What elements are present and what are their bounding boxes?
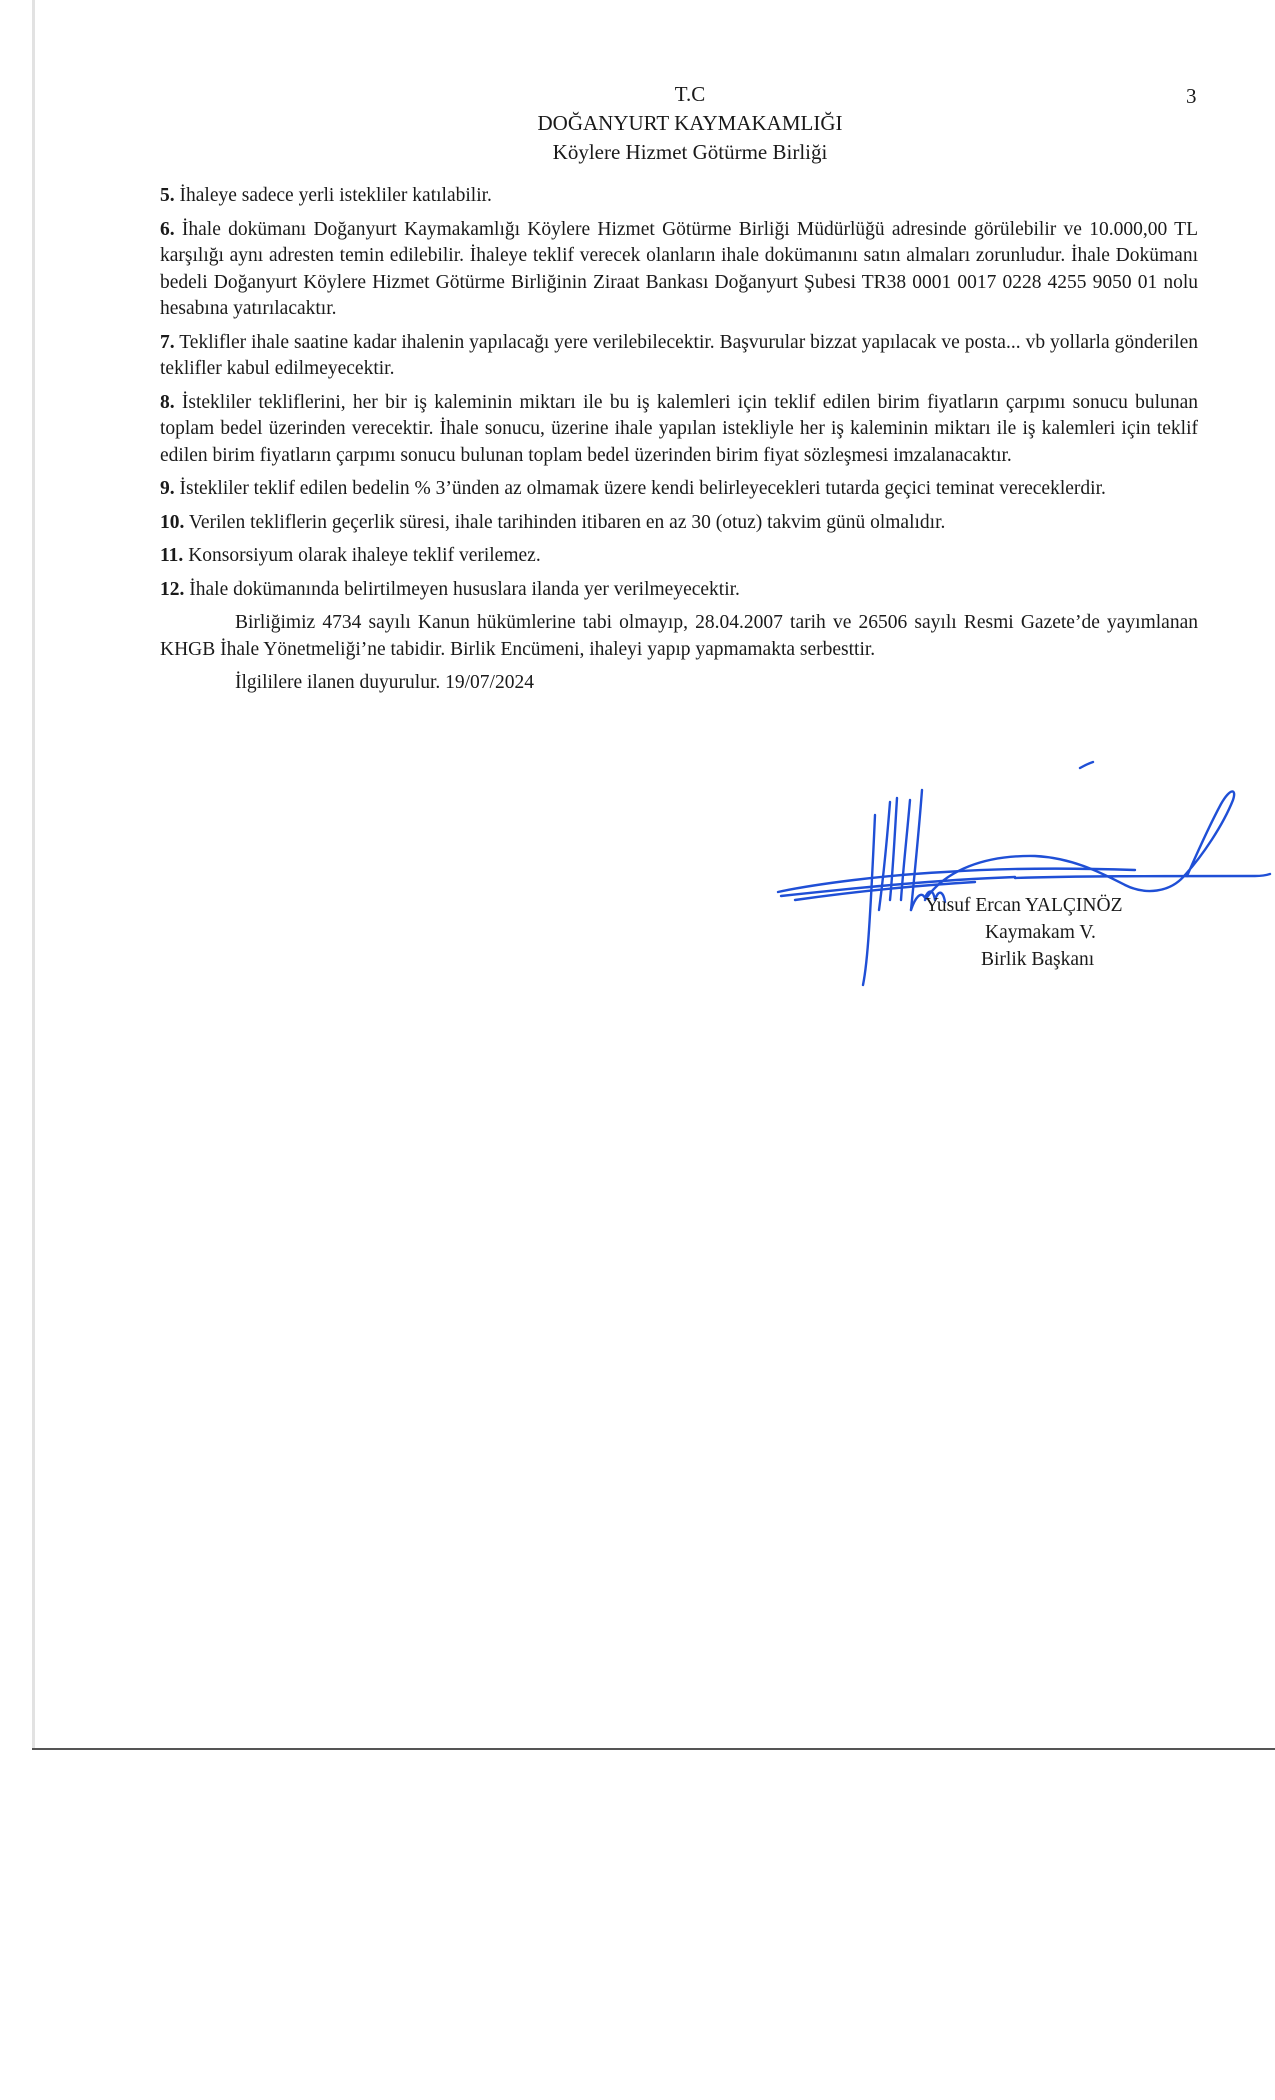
announcement-line: İlgililere ilanen duyurulur. 19/07/2024 — [235, 672, 534, 693]
item-number: 8. — [160, 391, 175, 413]
item-7 — [160, 330, 1198, 383]
signature-block — [925, 892, 1123, 973]
item-text: Teklifler ihale saatine kadar ihalenin yapılacağı yere verilebilecektir. Başvurular bizzat yapılacak ve posta... vb yollarla gönderilen teklifler kabul edilmeyecektir. — [160, 331, 1198, 379]
item-number: 10. — [160, 511, 185, 533]
closing-paragraph: Birliğimiz 4734 sayılı Kanun hükümlerine tabi olmayıp, 28.04.2007 tarih ve 26506 sayılı Resmi Gazete’de yayımlanan KHGB İhale Yönetmeliği’ne tabidir. Birlik Encümeni, ihaleyi yapıp yapmamakta serbesttir. — [160, 612, 1198, 660]
item-5 — [160, 183, 1198, 210]
signatory-title: Kaymakam V. — [985, 922, 1096, 943]
item-text: İstekliler teklif edilen bedelin % 3’ünden az olmamak üzere kendi belirleyecekleri tutarda geçici teminat vereceklerdir. — [174, 478, 1106, 499]
item-10 — [160, 510, 1198, 537]
item-text: İhale dokümanında belirtilmeyen hususlara ilanda yer verilmeyecektir. — [184, 578, 740, 600]
item-12 — [160, 577, 1198, 604]
item-number: 6. — [160, 218, 175, 240]
page-number: 3 — [1186, 84, 1197, 108]
item-8 — [160, 390, 1198, 470]
scan-edge-bottom — [32, 1748, 1275, 1750]
document-body — [160, 183, 1198, 704]
item-number: 9. — [160, 478, 175, 499]
item-text: İhaleye sadece yerli istekliler katılabilir. — [174, 185, 492, 206]
letterhead-line-union: Köylere Hizmet Götürme Birliği — [552, 140, 828, 164]
item-text: İstekliler tekliflerini, her bir iş kaleminin miktarı ile bu iş kalemleri için teklif edilen birim fiyatların çarpımı sonucu bulunan toplam bedel üzerinden verecektir. İhale sonucu, üzerine ihale yapılan istekliyle her iş kaleminin miktarı ile iş kalemleri için teklif edilen birim fiyatların çarpımı sonucu bulunan toplam bedel üzerinden birim fiyat sözleşmesi imzalanacaktır. — [160, 391, 1198, 466]
signatory-role: Birlik Başkanı — [981, 949, 1095, 970]
item-6 — [160, 217, 1198, 323]
item-number: 11. — [160, 545, 184, 566]
letterhead — [460, 80, 920, 167]
item-number: 5. — [160, 185, 175, 206]
item-text: Konsorsiyum olarak ihaleye teklif verilemez. — [183, 545, 541, 566]
item-9 — [160, 476, 1198, 503]
letterhead-line-tc: T.C — [674, 82, 706, 106]
item-11 — [160, 543, 1198, 570]
item-number: 7. — [160, 331, 175, 353]
scan-edge-left — [32, 0, 35, 1748]
signatory-name: Yusuf Ercan YALÇINÖZ — [925, 895, 1123, 916]
item-text: Verilen tekliflerin geçerlik süresi, ihale tarihinden itibaren en az 30 (otuz) takvim günü olmalıdır. — [184, 511, 946, 533]
item-text: İhale dokümanı Doğanyurt Kaymakamlığı Köylere Hizmet Götürme Birliği Müdürlüğü adresinde görülebilir ve 10.000,00 TL karşılığı aynı adresten temin edilebilir. İhaleye teklif verecek olanların ihale dokümanını satın almaları zorunludur. İhale Dokümanı bedeli Doğanyurt Köylere Hizmet Götürme Birliğinin Ziraat Bankası Doğanyurt Şubesi TR38 0001 0017 0228 4255 9050 01 nolu hesabına yatırılacaktır. — [160, 218, 1198, 319]
letterhead-line-institution: DOĞANYURT KAYMAKAMLIĞI — [537, 111, 843, 135]
item-number: 12. — [160, 578, 185, 600]
